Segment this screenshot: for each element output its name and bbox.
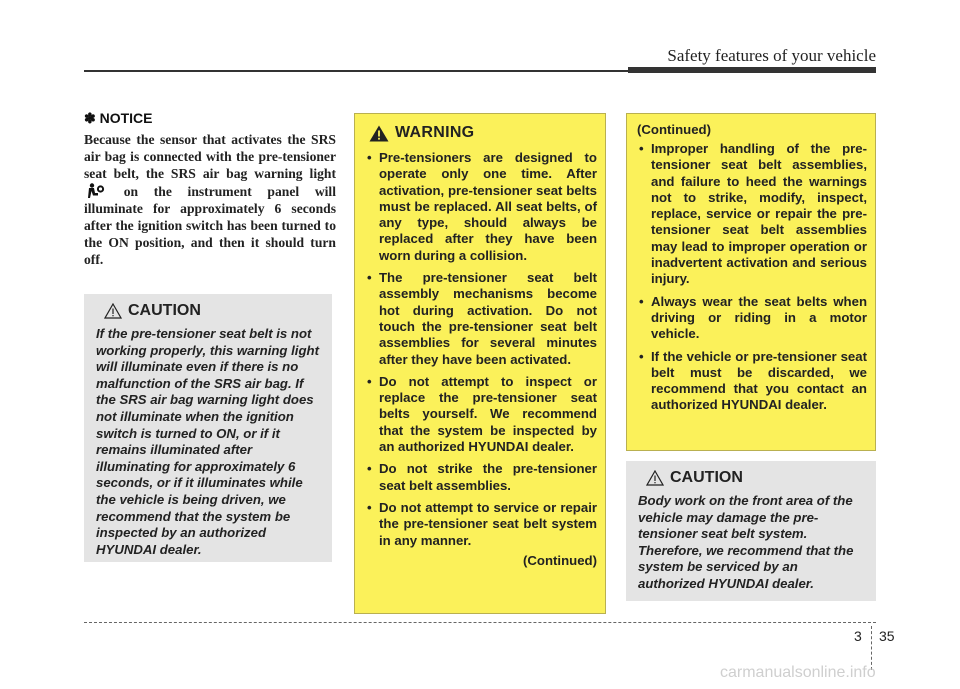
warning-box-continued xyxy=(626,113,876,451)
notice-text-start: Because the sensor that activates the SRS air bag is connected with the pre-tensioner seat belt, the SRS air bag warning light xyxy=(84,132,336,182)
warning-item: • Do not attempt to service or repair the pre-tensioner seat belt system in any manner. xyxy=(365,500,597,549)
caution-box-pretensioner-light xyxy=(84,294,332,562)
caution-triangle-icon xyxy=(646,470,664,486)
page-header-title: Safety features of your vehicle xyxy=(667,46,876,65)
notice-section xyxy=(84,110,336,269)
warning-item: • If the vehicle or pre-tensioner seat belt must be discarded, we recommend that you contact an authorized HYUNDAI dealer. xyxy=(637,349,867,414)
warning-triangle-icon xyxy=(369,125,389,142)
warning-item: • Always wear the seat belts when driving or riding in a motor vehicle. xyxy=(637,294,867,343)
footer-rule xyxy=(84,622,876,623)
notice-text-end: on the instrument panel will illuminate for approximately 6 seconds after the ignition switch has been turned to the ON position, and then it should turn off. xyxy=(84,183,336,268)
airbag-warning-icon xyxy=(87,183,105,199)
caution-title: CAUTION xyxy=(670,469,743,486)
caution-triangle-icon xyxy=(104,303,122,319)
notice-heading: ✽ NOTICE xyxy=(84,110,153,126)
warning-list xyxy=(365,150,597,549)
header-rule-accent xyxy=(628,67,876,73)
caution-text: If the pre-tensioner seat belt is not working properly, this warning light will illuminate even if there is no malfunction of the SRS air bag. If the SRS air bag warning light does not illuminate when the ignition switch is turned to ON, or if it remains illuminated after illuminating for approximately 6 seconds, or if it illuminates while the vehicle is being driven, we recommend that the system be inspected by an authorized HYUNDAI dealer. xyxy=(96,326,319,557)
chapter-number: 3 xyxy=(854,628,862,644)
caution-text: Body work on the front area of the vehicle may damage the pre-tensioner seat belt system. Therefore, we recommend that the system be serviced by an authorized HYUNDAI dealer. xyxy=(638,493,854,591)
caution-title-row xyxy=(646,469,866,487)
warning-title: WARNING xyxy=(395,124,475,141)
continued-label: (Continued) xyxy=(637,122,711,137)
caution-box-body-work xyxy=(626,461,876,601)
warning-item: • The pre-tensioner seat belt assembly mechanisms become hot during activation. Do not touch the pre-tensioner seat belt assemblies for several minutes after they have been activated. xyxy=(365,270,597,368)
notice-body xyxy=(84,131,336,269)
warning-list xyxy=(637,141,867,414)
warning-item: • Pre-tensioners are designed to operate only one time. After activation, pre-tensioner seat belts must be replaced. All seat belts, of any type, should always be replaced after they have been worn during a collision. xyxy=(365,150,597,264)
warning-item: • Do not strike the pre-tensioner seat belt assemblies. xyxy=(365,461,597,494)
page-number: 35 xyxy=(879,628,895,644)
continued-label: (Continued) xyxy=(523,552,597,568)
caution-title-row xyxy=(104,302,322,320)
warning-box xyxy=(354,113,606,614)
watermark: carmanualsonline.info xyxy=(720,664,876,681)
warning-item: • Improper handling of the pre-tensioner seat belt assemblies, and failure to heed the warnings not to strike, modify, inspect, replace, service or repair the pre-tensioner seat belt assemblies may lead to improper operation or inadvertent activation and serious injury. xyxy=(637,141,867,288)
warning-item: • Do not attempt to inspect or replace the pre-tensioner seat belts yourself. We recommend that the system be inspected by an authorized HYUNDAI dealer. xyxy=(365,374,597,455)
warning-title-row xyxy=(369,124,597,142)
caution-title: CAUTION xyxy=(128,302,201,319)
